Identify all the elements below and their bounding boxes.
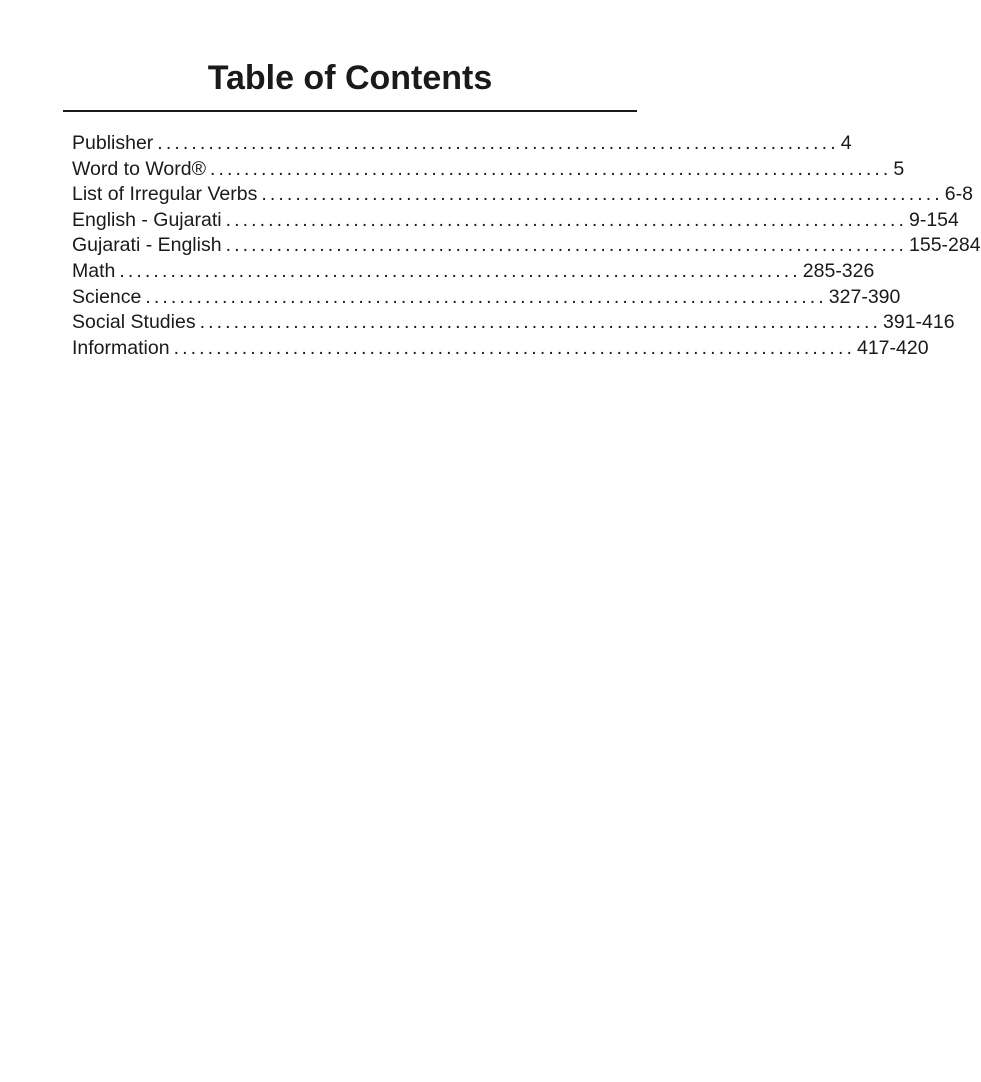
dot-leader: ................................................................................ (199, 311, 881, 334)
toc-entry-gujarati-english[interactable] (72, 233, 981, 259)
toc-entry-pages: 155-284 (909, 234, 981, 257)
dot-leader: ................................................................................ (261, 183, 943, 206)
toc-entry-label: Information (72, 336, 170, 359)
toc-entry-math[interactable] (72, 259, 875, 285)
dot-leader: ................................................................................ (225, 234, 907, 257)
dot-leader: ................................................................................ (157, 132, 839, 154)
dot-leader: ................................................................................ (173, 336, 855, 359)
toc-entry-label: Gujarati - English (72, 234, 222, 257)
toc-entry-label: Publisher (72, 132, 154, 154)
toc-entry-label: Word to Word® (72, 157, 206, 180)
dot-leader: ................................................................................ (119, 259, 801, 282)
toc-entry-english-gujarati[interactable] (72, 208, 959, 234)
toc-entry-information[interactable] (72, 336, 929, 362)
toc-entry-label: English - Gujarati (72, 208, 222, 231)
toc-entry-pages: 391-416 (883, 311, 955, 334)
toc-entry-label: Math (72, 259, 116, 282)
toc-entry-pages: 285-326 (802, 259, 875, 282)
page-title: Table of Contents (207, 59, 493, 97)
toc-entry-pages: 327-390 (828, 285, 901, 308)
dot-leader: ................................................................................ (209, 157, 892, 180)
toc-entry-word-to-word[interactable] (72, 157, 905, 183)
title-divider (63, 110, 637, 112)
toc-entry-pages: 9-154 (909, 208, 959, 231)
toc-entry-label: Science (72, 285, 142, 308)
toc-entry-irregular-verbs[interactable] (72, 182, 973, 208)
toc-entry-science[interactable] (72, 285, 901, 311)
toc-entry-pages: 4 (840, 132, 852, 154)
toc-entry-label: Social Studies (72, 311, 196, 334)
toc-entry-label: List of Irregular Verbs (72, 183, 258, 206)
toc-entry-pages: 5 (893, 157, 905, 180)
toc-entry-publisher[interactable] (72, 131, 852, 157)
toc-entry-social-studies[interactable] (72, 310, 955, 336)
dot-leader: ................................................................................ (145, 285, 827, 308)
toc-entry-pages: 6-8 (944, 183, 973, 206)
toc-entry-pages: 417-420 (856, 336, 929, 359)
toc-list (72, 131, 981, 361)
dot-leader: ................................................................................ (225, 208, 907, 231)
